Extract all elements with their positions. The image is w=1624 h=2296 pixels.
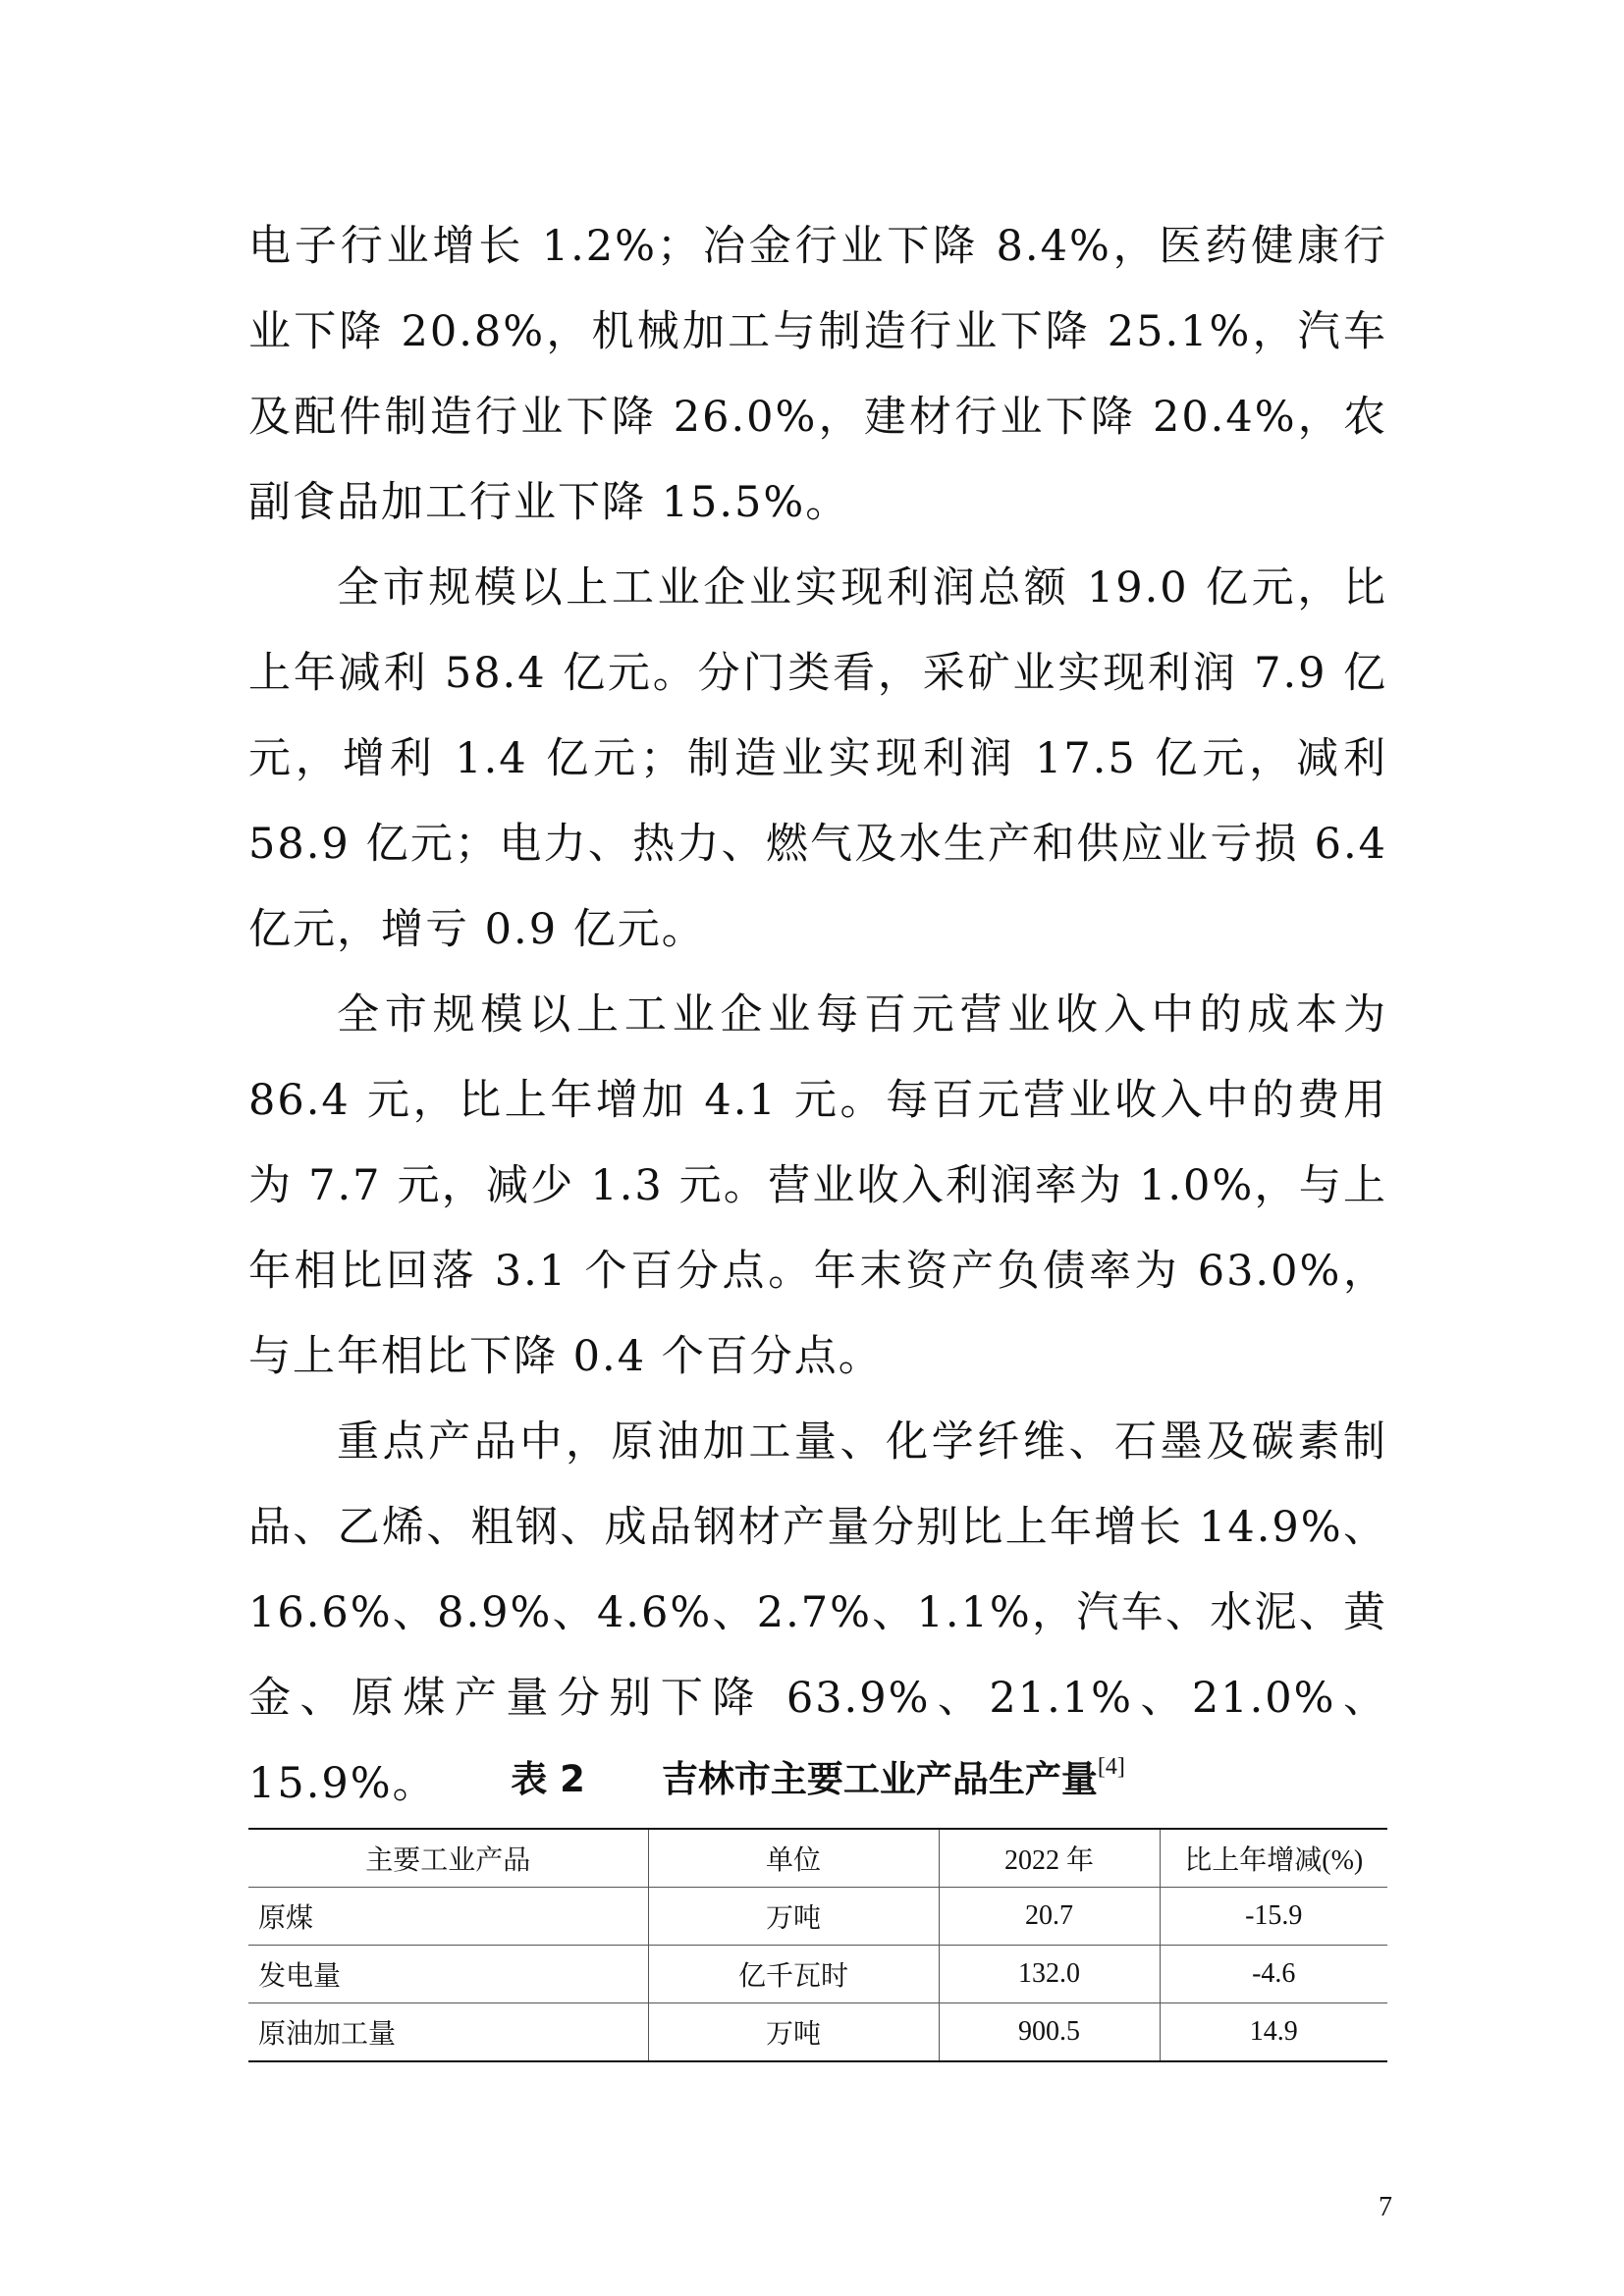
cell-change: 14.9 — [1160, 2003, 1387, 2062]
cell-unit: 万吨 — [648, 2003, 939, 2062]
paragraph-cost-ratio: 全市规模以上工业企业每百元营业收入中的成本为 86.4 元，比上年增加 4.1 元。每百元营业收入中的费用为 7.7 元，减少 1.3 元。营业收入利润率为 1.0%，与上年相比回落 3.1 个百分点。年末资产负债率为 63.0%，与上年相比下降 0.4 个百分点。 — [248, 990, 1387, 1381]
cell-unit: 亿千瓦时 — [648, 1946, 939, 2003]
header-product: 主要工业产品 — [365, 1845, 531, 1876]
footnote-reference: [4] — [1097, 1754, 1125, 1780]
table-caption — [248, 1742, 1387, 1804]
table-title: 吉林市主要工业产品生产量 — [661, 1758, 1098, 1800]
table-number: 表 2 — [511, 1758, 585, 1800]
header-change: 比上年增减(%) — [1160, 1829, 1387, 1888]
header-unit: 单位 — [648, 1829, 939, 1888]
cell-change: -15.9 — [1160, 1888, 1387, 1946]
table-row — [248, 1888, 1387, 1946]
industrial-products-table — [248, 1828, 1387, 2062]
header-year: 2022 年 — [939, 1829, 1160, 1888]
cell-product: 发电量 — [258, 1961, 342, 1992]
cell-change: -4.6 — [1160, 1946, 1387, 2003]
table-row — [248, 2003, 1387, 2062]
paragraph-profit: 全市规模以上工业企业实现利润总额 19.0 亿元，比上年减利 58.4 亿元。分门类看，采矿业实现利润 7.9 亿元，增利 1.4 亿元；制造业实现利润 17.5 亿元，减利 58.9 亿元；电力、热力、燃气及水生产和供应业亏损 6.4 亿元，增亏 0.9 亿元。 — [248, 563, 1387, 954]
cell-value: 132.0 — [939, 1946, 1160, 2003]
cell-value: 900.5 — [939, 2003, 1160, 2062]
body-text — [248, 204, 1387, 1827]
cell-unit: 万吨 — [648, 1888, 939, 1946]
table-row — [248, 1946, 1387, 2003]
paragraph-industry-growth: 电子行业增长 1.2%；冶金行业下降 8.4%，医药健康行业下降 20.8%，机械加工与制造行业下降 25.1%，汽车及配件制造行业下降 26.0%，建材行业下降 20.4%，农副食品加工行业下降 15.5%。 — [248, 222, 1387, 527]
page-number: 7 — [1379, 2192, 1392, 2222]
paragraph-key-products: 重点产品中，原油加工量、化学纤维、石墨及碳素制品、乙烯、粗钢、成品钢材产量分别比上年增长 14.9%、16.6%、8.9%、4.6%、2.7%、1.1%，汽车、水泥、黄金、原煤产量分别下降 63.9%、21.1%、21.0%、15.9%。 — [248, 1417, 1387, 1808]
cell-product: 原煤 — [258, 1903, 314, 1934]
table-header-row — [248, 1829, 1387, 1888]
cell-product: 原油加工量 — [258, 2019, 397, 2050]
cell-value: 20.7 — [939, 1888, 1160, 1946]
